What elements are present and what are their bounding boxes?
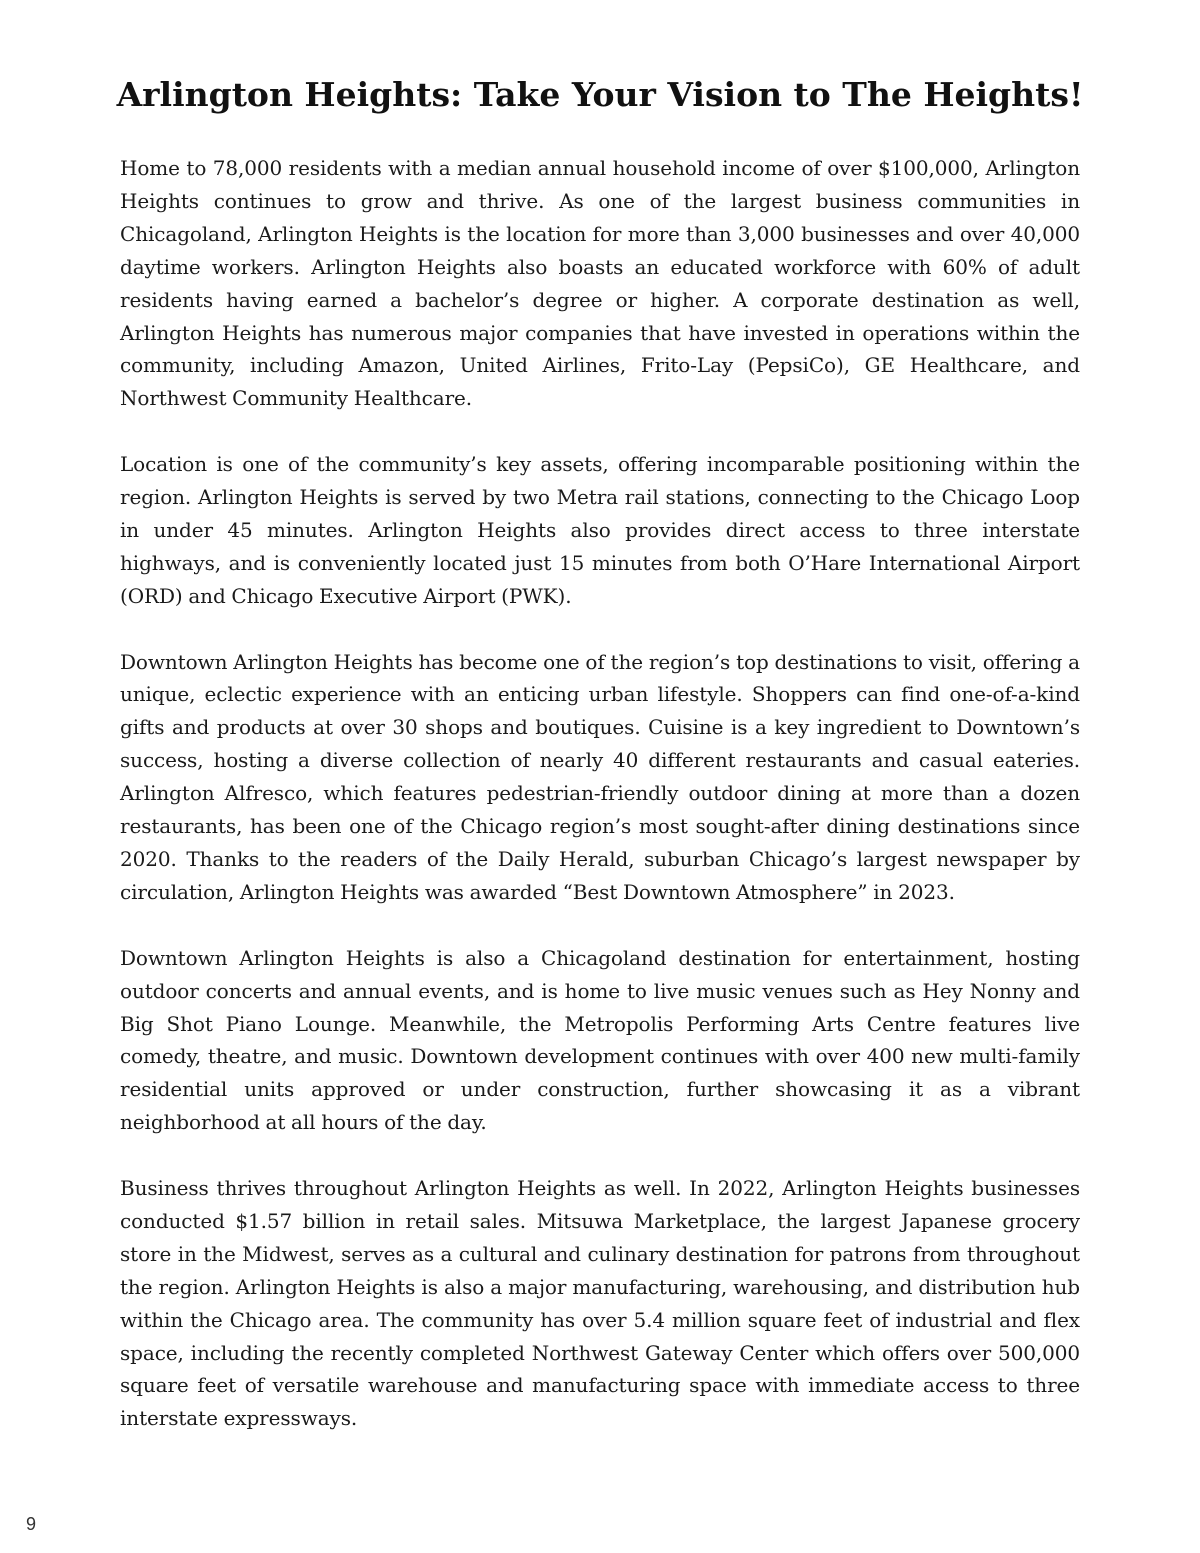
paragraph-downtown-destination: Downtown Arlington Heights has become one of the region’s top destinations to visit, offering a unique, eclectic experience with an enticing urban lifestyle. Shoppers can find one-of-a-kind gifts and products at over 30 shops and boutiques. Cuisine is a key ingredient to Downtown’s success, hosting a diverse collection of nearly 40 different restaurants and casual eateries. Arlington Alfresco, which features pedestrian-friendly outdoor dining at more than a dozen restaurants, has been one of the Chicago region’s most sought-after dining destinations since 2020. Thanks to the readers of the Daily Herald, suburban Chicago’s largest newspaper by circulation, Arlington Heights was awarded “Best Downtown Atmosphere” in 2023. <box>120 649 1080 904</box>
paragraph-downtown-entertainment: Downtown Arlington Heights is also a Chicagoland destination for entertainment, hosting outdoor concerts and annual events, and is home to live music venues such as Hey Nonny and Big Shot Piano Lounge. Meanwhile, the Metropolis Performing Arts Centre features live comedy, theatre, and music. Downtown development continues with over 400 new multi-family residential units approved or under construction, further showcasing it as a vibrant neighborhood at all hours of the day. <box>120 945 1080 1135</box>
page-number: 9 <box>26 1514 37 1534</box>
page-title: Arlington Heights: Take Your Vision to The Heights! <box>116 75 1084 114</box>
paragraph-business: Business thrives throughout Arlington Heights as well. In 2022, Arlington Heights businesses conducted $1.57 billion in retail sales. Mitsuwa Marketplace, the largest Japanese grocery store in the Midwest, serves as a cultural and culinary destination for patrons from throughout the region. Arlington Heights is also a major manufacturing, warehousing, and distribution hub within the Chicago area. The community has over 5.4 million square feet of industrial and flex space, including the recently completed Northwest Gateway Center which offers over 500,000 square feet of versatile warehouse and manufacturing space with immediate access to three interstate expressways. <box>120 1176 1080 1431</box>
paragraph-location: Location is one of the community’s key assets, offering incomparable positioning within the region. Arlington Heights is served by two Metra rail stations, connecting to the Chicago Loop in under 45 minutes. Arlington Heights also provides direct access to three interstate highways, and is conveniently located just 15 minutes from both O’Hare International Airport (ORD) and Chicago Executive Airport (PWK). <box>120 452 1080 608</box>
body-text <box>120 152 1080 1468</box>
paragraph-residents-overview: Home to 78,000 residents with a median annual household income of over $100,000, Arlington Heights continues to grow and thrive. As one of the largest business communities in Chicagoland, Arlington Heights is the location for more than 3,000 businesses and over 40,000 daytime workers. Arlington Heights also boasts an educated workforce with 60% of adult residents having earned a bachelor’s degree or higher. A corporate destination as well, Arlington Heights has numerous major companies that have invested in operations within the community, including Amazon, United Airlines, Frito-Lay (PepsiCo), GE Healthcare, and Northwest Community Healthcare. <box>120 156 1080 411</box>
